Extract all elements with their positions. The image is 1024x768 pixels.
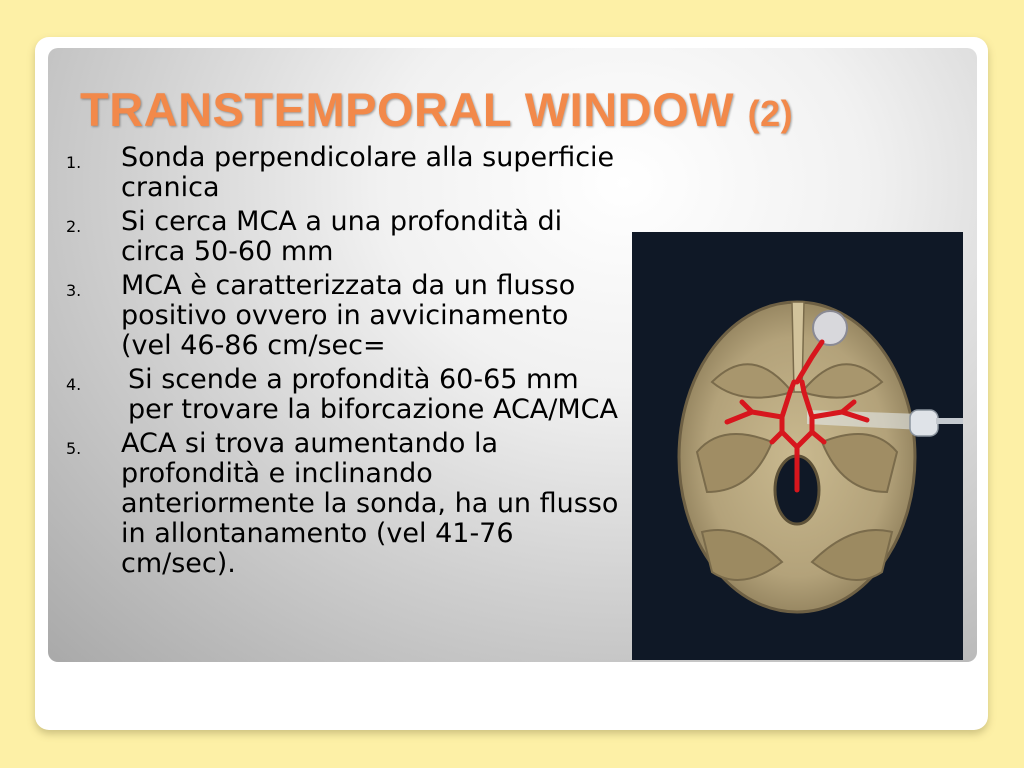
ultrasound-probe (910, 410, 938, 436)
slide-title (80, 82, 793, 137)
numbered-list (66, 143, 626, 583)
list-item-number: 3. (66, 281, 82, 300)
list-item-text: Si cerca MCA a una profondità di circa 50-60 mm (121, 206, 563, 267)
title-main: TRANSTEMPORAL WINDOW (80, 83, 735, 136)
list-item-text: ACA si trova aumentando la profondità e inclinando anteriormente la sonda, ha un flusso in allontanamento (vel 41-76 cm/sec). (121, 428, 619, 579)
title-sub: (2) (747, 93, 794, 134)
list-item-text: Si scende a profondità 60-65 mm per trovare la biforcazione ACA/MCA (128, 364, 618, 425)
list-item-text: MCA è caratterizzata da un flusso positivo ovvero in avvicinamento (vel 46-86 cm/sec= (121, 270, 576, 361)
list-item (66, 429, 626, 579)
list-item-number: 2. (66, 217, 82, 236)
skull-base-illustration (632, 232, 963, 660)
list-item-number: 4. (66, 375, 82, 394)
list-item (66, 365, 626, 425)
list-item (66, 143, 626, 203)
list-item (66, 271, 626, 361)
list-item-number: 5. (66, 439, 82, 458)
list-item-number: 1. (66, 153, 82, 172)
skull-drawing (632, 232, 963, 660)
eye-globe (813, 311, 847, 345)
list-item (66, 207, 626, 267)
list-item-text: Sonda perpendicolare alla superficie cranica (121, 142, 615, 203)
